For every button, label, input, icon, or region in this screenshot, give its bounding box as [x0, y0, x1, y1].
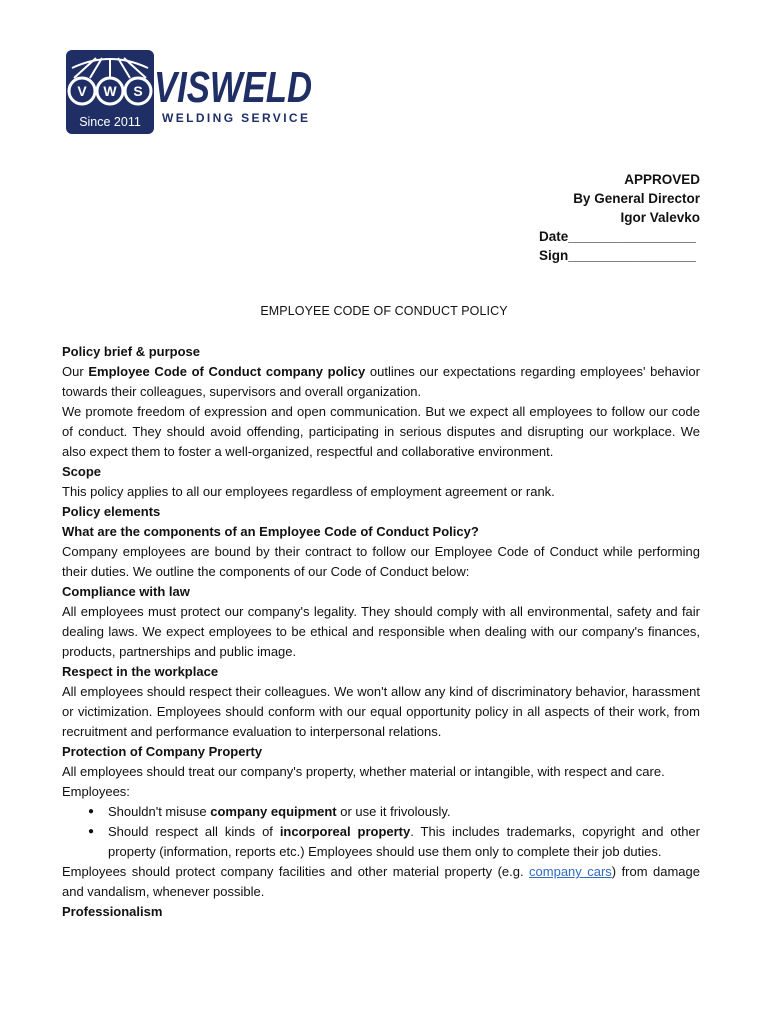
elements-question: What are the components of an Employee Code of Conduct Policy? — [62, 524, 479, 539]
logo-brand: VISWELD — [154, 63, 312, 112]
date-line: Date_________________ — [539, 229, 696, 244]
list-item: ● Should respect all kinds of incorporeal property. This includes trademarks, copyright and other property (information, reports etc.) Employees should use them only to complete their job duties. — [108, 822, 700, 862]
visweld-logo — [66, 50, 316, 134]
logo-since: Since 2011 — [79, 115, 141, 129]
elements-heading: Policy elements — [62, 504, 161, 519]
employees-label: Employees: — [62, 784, 130, 799]
scope-text: This policy applies to all our employees regardless of employment agreement or rank. — [62, 484, 555, 499]
property-text: All employees should treat our company's property, whether material or intangible, with respect and care. — [62, 764, 665, 779]
policy-content — [62, 342, 700, 922]
property-heading: Protection of Company Property — [62, 744, 263, 759]
approval-block — [539, 170, 700, 265]
approver-name: Igor Valevko — [620, 210, 700, 225]
logo-tagline: WELDING SERVICE — [162, 111, 308, 125]
property-closing: Employees should protect company facilities and other material property (e.g. company cars) from damage and vandalism, whenever possible. — [62, 864, 700, 899]
vws-circles — [69, 78, 151, 104]
respect-heading: Respect in the workplace — [62, 664, 219, 679]
sign-line: Sign_________________ — [539, 248, 696, 263]
compliance-heading: Compliance with law — [62, 584, 190, 599]
approver-role: By General Director — [573, 191, 700, 206]
professionalism-heading: Professionalism — [62, 904, 163, 919]
logo-initial-s: S — [133, 83, 143, 99]
scope-heading: Scope — [62, 464, 102, 479]
compliance-text: All employees must protect our company's legality. They should comply with all environmental, safety and fair dealing laws. We expect employees to be ethical and responsible when dealing with our company's finances, products, partnerships and public image. — [62, 604, 700, 659]
property-bullets — [62, 802, 700, 862]
logo-initial-w: W — [103, 83, 117, 99]
brief-heading: Policy brief & purpose — [62, 344, 200, 359]
respect-text: All employees should respect their colleagues. We won't allow any kind of discriminatory behavior, harassment or victimization. Employees should conform with our equal opportunity policy in all aspects of their work, from recruitment and performance evaluation to interpersonal relations. — [62, 684, 700, 739]
brief-paragraph-2: We promote freedom of expression and open communication. But we expect all employees to follow our code of conduct. They should avoid offending, participating in serious disputes and disrupting our workplace. We also expect them to foster a well-organized, respectful and collaborative environment. — [62, 404, 700, 459]
list-item: ● Shouldn't misuse company equipment or use it frivolously. — [108, 802, 700, 822]
brief-bold-phrase: Employee Code of Conduct company policy — [88, 364, 366, 379]
document-title: EMPLOYEE CODE OF CONDUCT POLICY — [260, 304, 508, 318]
approved-label: APPROVED — [624, 172, 700, 187]
brief-paragraph-1: Our Employee Code of Conduct company policy outlines our expectations regarding employees' behavior towards their colleagues, supervisors and overall organization. — [62, 364, 700, 399]
company-cars-link[interactable]: company cars — [529, 864, 612, 879]
elements-text: Company employees are bound by their contract to follow our Employee Code of Conduct while performing their duties. We outline the components of our Code of Conduct below: — [62, 544, 700, 579]
logo-initial-v: V — [77, 83, 87, 99]
